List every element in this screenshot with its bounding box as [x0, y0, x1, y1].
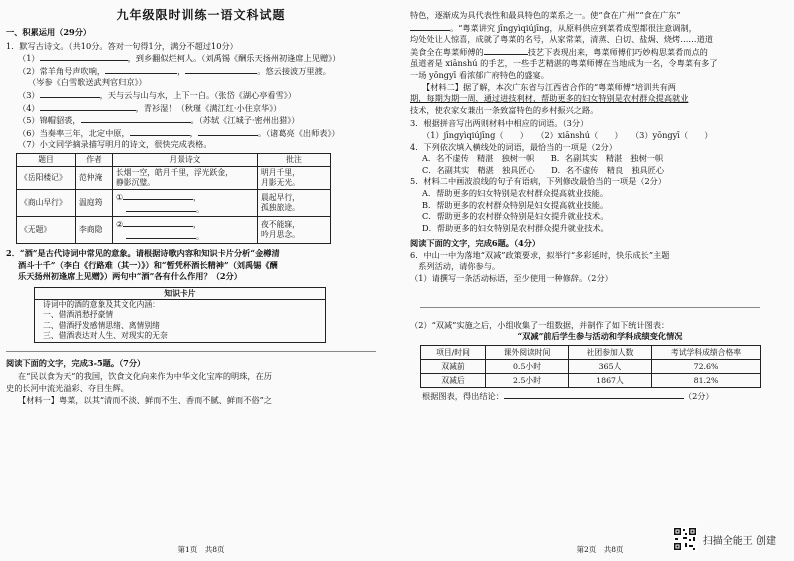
answer-blank[interactable]: [105, 65, 177, 74]
q1-line-7: （7）小文同学摘录描写明月的诗文，很快完成表格。: [18, 139, 212, 150]
knowledge-card: 知识卡片 诗词中的酒的意象及其文化内涵： 一、借酒消愁抒豪情 二、借酒抒发感情思绪、离情别绪 三、借酒表达对人生、对现实的无奈: [34, 287, 326, 343]
question-3: 3．根据拼音写出两则材料中相应的词语。（3分）: [410, 118, 589, 129]
table-row: 双减后 2.5小时 1867人 81.2%: [421, 373, 761, 387]
table-header-row: 题目 作者 月景诗文 批注: [17, 153, 331, 166]
passage-line: 虽道者是 xiānshú 的手艺，一些手艺精湛的粤菜师傅在当地成为一名，令粤菜有多了: [410, 58, 718, 69]
question-6-2: （2）“双减”实施之后，小组收集了一组数据，并制作了如下统计图表：: [410, 319, 670, 330]
conclusion-line: 根据图表，得出结论： （2分）: [422, 390, 714, 401]
passage-line: 均处处让人惊喜，成就了粤菜的名号，从家常菜，清蒸、白切、盐焗、烧烤……道道: [410, 34, 713, 45]
answer-blank[interactable]: [123, 218, 193, 227]
stat-table-title: “双减”前后学生参与活动和学科成绩变化情况: [517, 331, 683, 342]
page-footer: 第1页 共8页: [177, 545, 225, 554]
q1-line-2-source: （岑参《白雪歌送武判官归京》）: [28, 77, 147, 88]
scanner-text: 扫描全能王 创建: [702, 535, 776, 547]
q1-line-2: （2）常羊角号声吹响， ， 。悠云接波万里渡。: [18, 65, 331, 76]
question-1-intro: 1．默写古诗文。（共10分。答对一句得1分，满分不超过10分）: [6, 40, 238, 51]
answer-line[interactable]: [6, 351, 376, 352]
passage-line: 美食全在粤菜师傅的 技艺下表现出来，粤菜师傅们巧妙构思菜肴而点的: [410, 46, 708, 57]
passage-line: 在“民以食为天”的我国，饮食文化向来作为中华文化宝库的明珠，在历: [18, 371, 272, 382]
q1-line-6: （6）当奏率三年，北定中原， ， 。（诸葛亮《出师表》）: [18, 127, 340, 138]
table-row: 《岳阳楼记》 范仲淹 长烟一空，皓月千里，浮光跃金， 静影沉璧。 明月千里， 月影无光。: [17, 166, 331, 189]
qr-code-icon: [673, 527, 697, 551]
table-row: 《无题》 李商隐 ② ， 。 夜不能寐， 吟月思念。: [17, 216, 331, 243]
table-header-row: 项目/时间 课外阅读时间 社团参加人数 考试学科成绩合格率: [421, 345, 761, 359]
question-6-line: 系列活动，请你参与。: [410, 261, 501, 272]
answer-blank[interactable]: [123, 191, 193, 200]
q1-line-4: （4） ，青衫湿！（秋瑾《满江红·小住京华》）: [18, 102, 282, 113]
page-footer: 第2页 共8页: [576, 545, 624, 554]
q5-option: C．帮助更多的农村群众特别是妇女提升就业技术。: [422, 211, 609, 222]
q4-option: A．名不虚传 精湛 独树一帜 B．名副其实 精湛 独树一帜: [422, 153, 664, 164]
passage-line: 期，每期为期一周，通过进技利材，帮助更多的妇女特别是农村群众提高就业: [410, 93, 689, 104]
page-1: [6, 0, 396, 561]
answer-blank[interactable]: [185, 65, 257, 74]
passage-line: 特色，逐渐成为具代表性和最具特色的菜系之一。使“食在广州”“食在广东”: [410, 10, 681, 20]
reading-intro-6: 阅读下面的文字，完成6题。（4分）: [410, 238, 541, 249]
exam-title: 九年级限时训练一语文科试题: [116, 8, 286, 22]
q5-option: D．帮助更多的妇女特别是农村群众提升就业技术。: [422, 222, 609, 233]
knowledge-card-title: 知识卡片: [35, 288, 325, 300]
answer-blank[interactable]: [126, 203, 196, 212]
poem-table: [16, 153, 331, 244]
question-2-line: 2．“酒”是古代诗词中常见的意象。请根据诗歌内容和知识卡片分析“金樽清: [6, 247, 280, 258]
answer-blank[interactable]: [130, 127, 190, 136]
answer-blank[interactable]: [410, 22, 450, 31]
answer-blank[interactable]: [40, 89, 100, 98]
reading-intro: 阅读下面的文字，完成3-5题。（7分）: [6, 357, 146, 368]
answer-blank[interactable]: [40, 102, 136, 111]
page-2: [410, 0, 790, 561]
answer-blank[interactable]: [484, 46, 528, 55]
q5-option: A．帮助更多的妇女特别是农村群众提高就业技能。: [422, 187, 609, 198]
passage-line: 【材料二】据了解，本次广东省与江西省合作的“粤菜师傅”培训共有两: [422, 81, 676, 92]
answer-blank[interactable]: [504, 390, 684, 399]
answer-blank[interactable]: [126, 230, 196, 239]
question-4: 4．下列依次填入横线处的词语，最恰当的一项是（2分）: [410, 141, 617, 152]
passage-line: 【材料一】粤菜，以其“清而不淡、鲜而不生、香而不腻、鲜而不俗”之: [18, 394, 272, 405]
q1-line-5: （5）锦帽貂裘， 。（苏轼《江城子·密州出猎》）: [18, 115, 300, 126]
q5-option: B．帮助更多的农村群众特别是妇女提高就业技能。: [422, 199, 609, 210]
q4-option: C．名副其实 精湛 独具匠心 D．名不虚传 精良 独具匠心: [422, 164, 665, 175]
stat-table: [420, 345, 761, 388]
section-heading: 一、积累运用（29分）: [6, 27, 92, 37]
q1-line-3: （3） ，天与云与山与水，上下一白。（张岱《湖心亭看雪》）: [18, 89, 297, 100]
answer-line[interactable]: [420, 307, 760, 308]
answer-blank[interactable]: [198, 127, 258, 136]
question-6-line: （1）请撰写一条活动标语，至少使用一种修辞。（2分）: [410, 273, 613, 284]
q1-line-1: （1） ，到乡翻似烂柯人。（刘禹锡《酬乐天扬州初逢席上见赠》）: [18, 53, 341, 64]
question-5: 5．材料二中画波浪线的句子有语病，下列修改最恰当的一项是（2分）: [410, 176, 667, 187]
table-row: 《商山早行》 温庭筠 ① ， 。 晨起早行， 孤独旅途。: [17, 189, 331, 216]
passage-line: 。“粤菜讲究 jīngyìqiújīng，从原料供应到菜肴成型都很注意调制，: [410, 22, 790, 35]
passage-line: 一场 yōngyī 看浓郁广府特色的盛宴。: [410, 69, 549, 80]
passage-line: 技术，使农家女兼出一条致富特色的乡村振兴之路。: [410, 104, 599, 115]
answer-blank[interactable]: [81, 114, 191, 123]
question-2-line: 乐天扬州初逢席上见赠》）两句中“酒”各有什么作用？（2分）: [18, 271, 242, 282]
passage-line: 史的长河中流光溢彩、夺目生辉。: [6, 382, 129, 393]
scanner-watermark: [673, 527, 776, 551]
answer-blank[interactable]: [40, 52, 128, 61]
question-3-items: （1）jīngyìqiújīng（ ） （2）xiānshú（ ） （3）yōngyī（ ）: [422, 129, 713, 140]
table-row: 双减前 0.5小时 365人 72.6%: [421, 359, 761, 373]
question-2-line: 酒斗十千”（李白《行路难（其一）》）和“暂凭杯酒长精神”（刘禹锡《酬: [18, 259, 278, 270]
question-6-line: 6．中山一中为落地“双减”政策要求，拟举行“多彩延时，快乐成长”主题: [410, 249, 670, 260]
